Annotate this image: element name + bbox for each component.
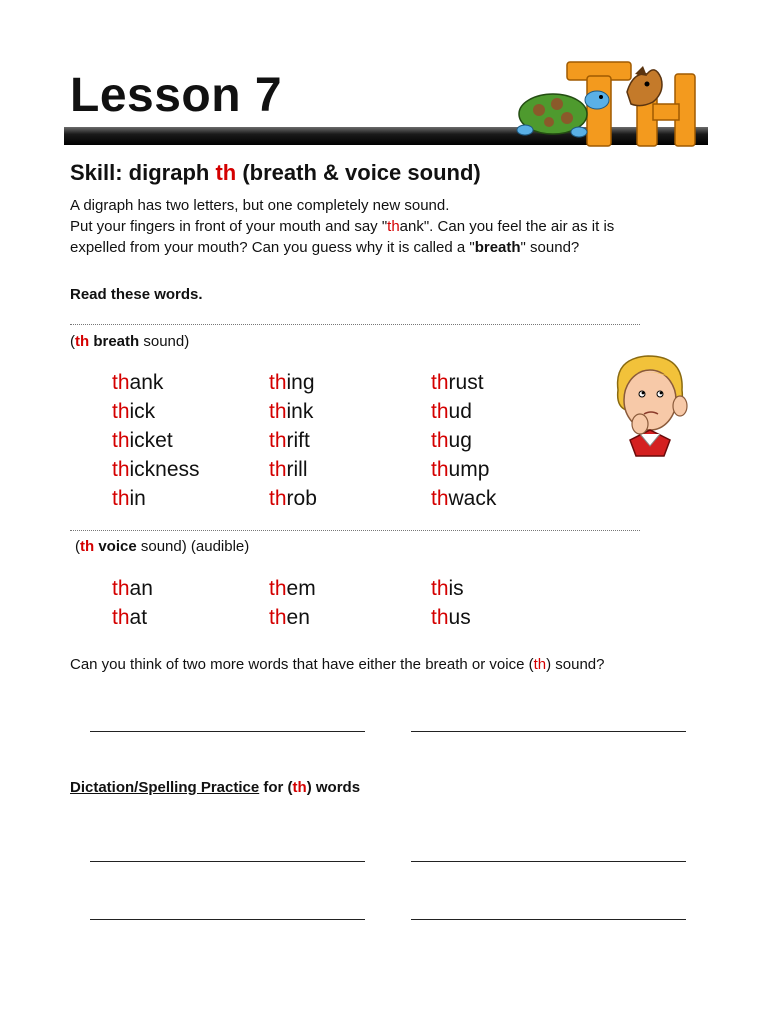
word-item: thin [112, 487, 146, 510]
word-item: think [269, 400, 314, 423]
word-column [431, 368, 496, 513]
word-item: thrust [431, 371, 484, 394]
word-item: thud [431, 400, 472, 423]
word-item: thank [112, 371, 164, 394]
word-item: thick [112, 400, 156, 423]
word-item: then [269, 606, 310, 629]
breath-section-label: (th breath sound) [70, 333, 190, 350]
word-item: thump [431, 458, 490, 481]
word-item: throb [269, 487, 317, 510]
skill-heading [70, 158, 481, 188]
lesson-title: Lesson 7 [70, 69, 283, 122]
word-item: thing [269, 371, 315, 394]
dictation-line[interactable] [90, 861, 365, 862]
word-item: thrift [269, 429, 310, 452]
word-item: thicket [112, 429, 173, 452]
thinking-boy-icon [604, 350, 694, 460]
dictation-heading: Dictation/Spelling Practice for (th) words [70, 779, 361, 796]
skill-digraph: th [215, 160, 237, 185]
word-item: them [269, 577, 316, 600]
intro-line-1: A digraph has two letters, but one completely new sound. [70, 197, 450, 214]
word-column [431, 574, 471, 632]
word-item: this [431, 577, 464, 600]
word-column [269, 368, 317, 513]
voice-section-label: (th voice sound) (audible) [75, 538, 250, 555]
intro-line-2: Put your fingers in front of your mouth and say "thank". Can you feel the air as it is [70, 218, 615, 235]
divider [70, 324, 640, 325]
skill-suffix: (breath & voice sound) [236, 160, 481, 185]
word-column [112, 368, 200, 513]
word-item: thrill [269, 458, 308, 481]
question-text: Can you think of two more words that have either the breath or voice (th) sound? [70, 656, 605, 673]
intro-paragraph [70, 195, 710, 258]
intro-line-3: expelled from your mouth? Can you guess why it is called a "breath" sound? [70, 239, 580, 256]
th-cartoon-graphic [505, 52, 710, 152]
answer-line[interactable] [90, 731, 365, 732]
word-item: thus [431, 606, 471, 629]
word-item: thug [431, 429, 472, 452]
answer-line[interactable] [411, 731, 686, 732]
word-item: that [112, 606, 148, 629]
dictation-line[interactable] [411, 861, 686, 862]
word-item: thickness [112, 458, 200, 481]
word-item: thwack [431, 487, 497, 510]
word-column [269, 574, 316, 632]
dictation-line[interactable] [411, 919, 686, 920]
divider [70, 530, 640, 531]
read-words-label: Read these words. [70, 286, 203, 303]
word-item: than [112, 577, 153, 600]
word-column [112, 574, 153, 632]
dictation-line[interactable] [90, 919, 365, 920]
skill-prefix: Skill: digraph [70, 160, 216, 185]
